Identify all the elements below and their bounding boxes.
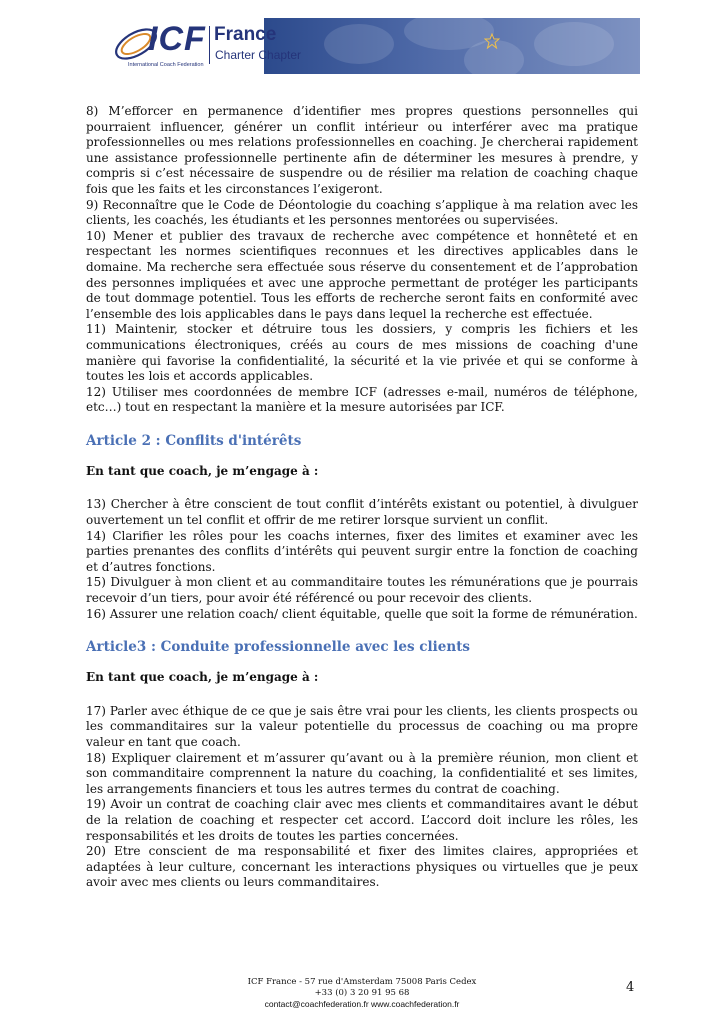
- logo-france: France: [214, 24, 277, 45]
- article-2-engage: En tant que coach, je m’engage à :: [86, 463, 319, 478]
- clause-12: 12) Utiliser mes coordonnées de membre ICF (adresses e-mail, numéros de téléphone, etc…) tout en respectant la manière et la mesure autorisées par ICF.: [86, 384, 638, 415]
- logo-subtitle: International Coach Federation: [128, 62, 204, 68]
- clause-9: 9) Reconnaître que le Code de Déontologie du coaching s’applique à ma relation avec les clients, les coachés, les étudiants et les personnes mentorées ou supervisées.: [86, 197, 638, 228]
- logo-icf: ICF: [148, 20, 206, 58]
- article-3-title: Article3 : Conduite professionnelle avec les clients: [86, 639, 471, 656]
- clause-19: 19) Avoir un contrat de coaching clair avec mes clients et commanditaires avant le début de la relation de coaching et respecter cet accord. L’accord doit inclure les rôles, les responsabilités et les droits de toutes les parties concernées.: [86, 797, 638, 843]
- map-shape: [324, 24, 394, 64]
- clause-15: 15) Divulguer à mon client et au commanditaire toutes les rémunérations que je pourrais recevoir d’un tiers, pour avoir été référencé ou pour recevoir des clients.: [86, 575, 638, 606]
- clause-17: 17) Parler avec éthique de ce que je sais être vrai pour les clients, les clients prospects ou les commanditaires sur la valeur potentielle du processus de coaching ou ma propre valeur en tant que coach.: [86, 703, 638, 749]
- document-body: [86, 104, 638, 891]
- page-number: 4: [626, 980, 635, 995]
- clause-14: 14) Clarifier les rôles pour les coachs internes, fixer des limites et examiner avec les parties prenantes des conflits d’intérêts qui peuvent surgir entre la fonction de coaching et d’autres fonctions.: [86, 528, 638, 574]
- clause-13: 13) Chercher à être conscient de tout conflit d’intérêts existant ou potentiel, à divulguer ouvertement un tel conflit et offrir de me retirer lorsque survient un conflit.: [86, 497, 638, 528]
- map-shape: [534, 22, 614, 66]
- clause-8: 8) M’efforcer en permanence d’identifier mes propres questions personnelles qui pourraient influencer, générer un conflit intérieur ou interférer avec ma pratique professionnelles ou mes relations professionnelles en coaching. Je chercherai rapidement une assistance professionnelle pertinente afin de déterminer les mesures à prendre, y compris si c’est nécessaire de suspendre ou de résilier ma relation de coaching chaque fois que les faits et les circonstances l’exigeront.: [86, 104, 638, 196]
- footer-phone: +33 (0) 3 20 91 95 68: [314, 988, 410, 998]
- star-icon: [484, 33, 500, 49]
- clause-16: 16) Assurer une relation coach/ client équitable, quelle que soit la forme de rémunération.: [86, 606, 638, 621]
- footer-contact: contact@coachfederation.fr www.coachfederation.fr: [264, 999, 460, 1009]
- article-2-title: Article 2 : Conflits d'intérêts: [86, 432, 302, 449]
- clause-20: 20) Etre conscient de ma responsabilité et fixer des limites claires, appropriées et adaptées à leur culture, concernant les interactions physiques ou virtuelles que je peux avoir avec mes clients ou leurs commanditaires.: [86, 844, 638, 890]
- clause-18: 18) Expliquer clairement et m’assurer qu’avant ou à la première réunion, mon client et son commanditaire comprennent la nature du coaching, la confidentialité et ses limites, les arrangements financiers et tous les autres termes du contrat de coaching.: [86, 750, 638, 796]
- article-3-engage: En tant que coach, je m’engage à :: [86, 670, 319, 685]
- clause-10: 10) Mener et publier des travaux de recherche avec compétence et honnêteté et en respectant les normes scientifiques reconnues et les directives applicables dans le domaine. Ma recherche sera effectuée sous réserve du consentement et de l’approbation des personnes impliquées et avec une approche permettant de protéger les participants de tout dommage potentiel. Tous les efforts de recherche seront faits en conformité avec l’ensemble des lois applicables dans le pays dans lequel la recherche est effectuée.: [86, 228, 638, 321]
- page-footer: [200, 977, 524, 1010]
- logo-divider: [209, 26, 210, 64]
- clause-11: 11) Maintenir, stocker et détruire tous les dossiers, y compris les fichiers et les communications électroniques, créés au cours de mes missions de coaching d'une manière qui favorise la confidentialité, la sécurité et la vie privée et qui se conforme à toutes les lois et accords applicables.: [86, 322, 638, 384]
- footer-address: ICF France - 57 rue d'Amsterdam 75008 Paris Cedex: [247, 977, 477, 987]
- logo-chapter: Charter Chapter: [215, 48, 302, 62]
